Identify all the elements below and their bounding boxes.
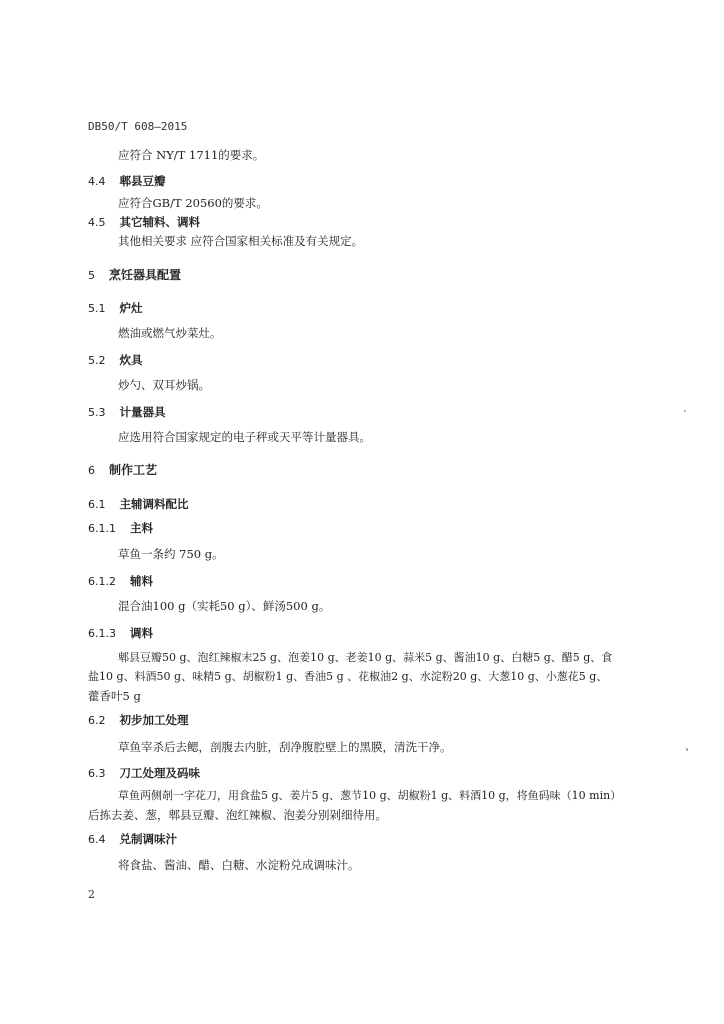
section-title: 调料 <box>130 626 153 640</box>
body-line-20: 盐10 g、料酒50 g、味精5 g、胡椒粉1 g、香油5 g 、花椒油2 g、水淀粉20 g、大葱10 g、小葱花5 g、 <box>88 670 608 683</box>
section-number: 4.4 <box>88 175 106 188</box>
section-4-4 <box>88 174 166 189</box>
section-title: 辅料 <box>130 574 153 588</box>
section-6-1 <box>88 497 189 512</box>
scan-speck <box>684 410 686 412</box>
body-line-19: 郫县豆瓣50 g、泡红辣椒末25 g、泡姜10 g、老姜10 g、蒜米5 g、酱油10 g、白糖5 g、醋5 g、食 <box>118 651 613 664</box>
section-title: 主辅调料配比 <box>119 497 189 511</box>
section-title: 烹饪器具配置 <box>109 268 182 282</box>
body-line-9: 炒勺、双耳炒锅。 <box>118 378 210 392</box>
section-number: 5.1 <box>88 302 106 315</box>
section-title: 初步加工处理 <box>119 713 189 727</box>
body-line-17: 混合油100 g（实耗50 g）、鲜汤500 g。 <box>118 599 331 613</box>
document-header: DB50/T 608—2015 <box>88 120 188 133</box>
section-6-1-2 <box>88 574 153 589</box>
section-number: 6.1.3 <box>88 627 116 640</box>
body-line-7: 燃油或燃气炒菜灶。 <box>118 326 222 340</box>
section-number: 5.3 <box>88 406 106 419</box>
body-line-2: 应符合GB/T 20560的要求。 <box>118 196 268 210</box>
section-title: 制作工艺 <box>109 463 158 477</box>
section-number: 6.4 <box>88 833 106 846</box>
section-title: 刀工处理及码味 <box>119 766 200 780</box>
section-number: 5.2 <box>88 354 106 367</box>
body-line-0: 应符合 NY/T 1711的要求。 <box>118 148 265 162</box>
section-5-1 <box>88 301 143 316</box>
section-6-4 <box>88 832 177 847</box>
section-number: 6.1.2 <box>88 575 116 588</box>
section-5-3 <box>88 405 166 420</box>
section-5 <box>88 268 181 283</box>
body-line-26: 后拣去姜、葱，郫县豆瓣、泡红辣椒、泡姜分别剁细待用。 <box>88 808 387 822</box>
body-line-23: 草鱼宰杀后去鳃，剖腹去内脏，刮净腹腔壁上的黑膜，清洗干净。 <box>118 740 452 754</box>
body-line-4: 其他相关要求 应符合国家相关标准及有关规定。 <box>118 234 364 248</box>
body-line-11: 应选用符合国家规定的电子秤或天平等计量器具。 <box>118 430 371 444</box>
section-title: 炊具 <box>119 353 143 367</box>
section-number: 6.1.1 <box>88 522 116 535</box>
scan-speck <box>686 748 688 751</box>
section-number: 6.3 <box>88 767 106 780</box>
section-number: 6.1 <box>88 498 106 511</box>
section-6-2 <box>88 713 189 728</box>
section-title: 主料 <box>130 521 153 535</box>
section-number: 6.2 <box>88 714 106 727</box>
section-number: 4.5 <box>88 216 106 229</box>
section-title: 计量器具 <box>119 405 166 419</box>
section-4-5 <box>88 215 200 230</box>
section-title: 郫县豆瓣 <box>119 174 166 188</box>
section-6 <box>88 463 157 478</box>
body-line-25: 草鱼两侧剞一字花刀，用食盐5 g、姜片5 g、葱节10 g、胡椒粉1 g、料酒10 g，将鱼码味（10 min） <box>118 789 622 802</box>
section-number: 5 <box>88 269 95 282</box>
section-5-2 <box>88 353 143 368</box>
section-6-3 <box>88 766 200 781</box>
body-line-21: 藿香叶5 g <box>88 689 141 703</box>
body-line-15: 草鱼一条约 750 g。 <box>118 547 224 561</box>
section-title: 兑制调味汁 <box>119 832 177 846</box>
section-6-1-3 <box>88 626 153 641</box>
section-6-1-1 <box>88 521 153 536</box>
section-number: 6 <box>88 464 95 477</box>
section-title: 其它辅料、调料 <box>119 215 200 229</box>
section-title: 炉灶 <box>119 301 143 315</box>
page-number: 2 <box>88 888 95 901</box>
body-line-28: 将食盐、酱油、醋、白糖、水淀粉兑成调味汁。 <box>118 858 360 872</box>
